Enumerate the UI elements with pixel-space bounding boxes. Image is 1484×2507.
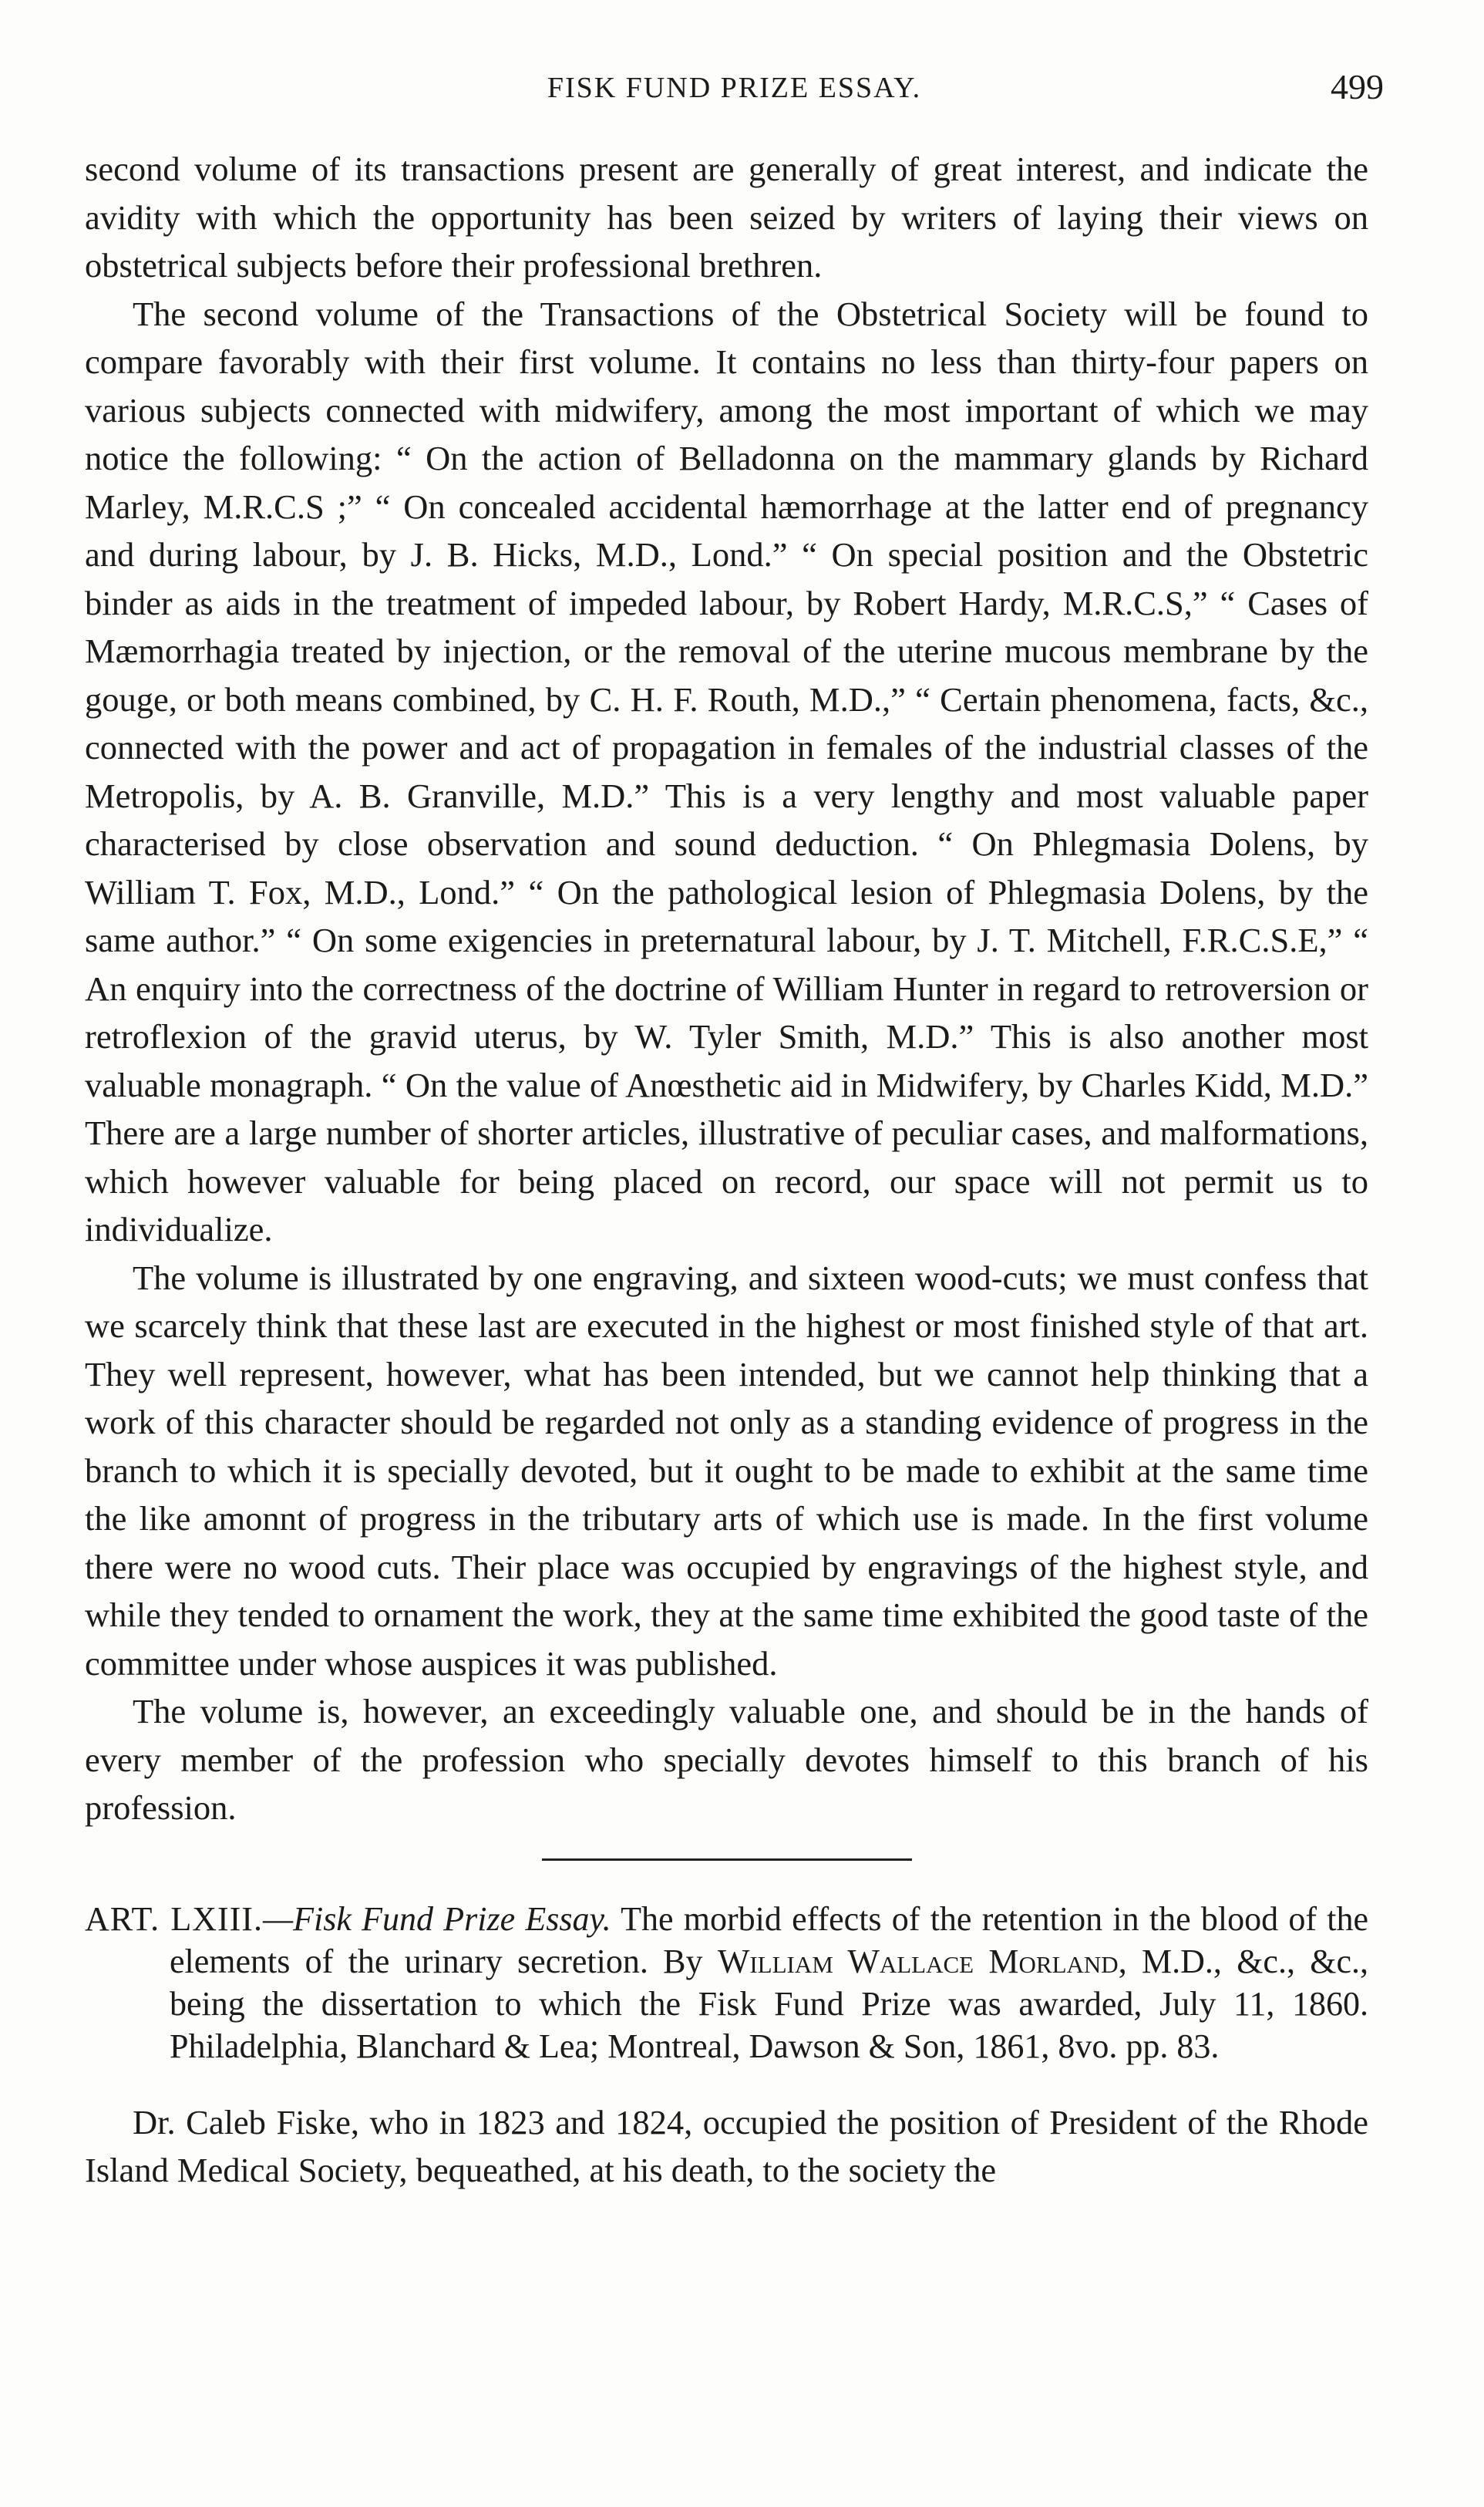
paragraph-transactions-review: The second volume of the Transactions of the Obstetrical Society will be found to compare favorably with their first volume. It contains no less than thirty-four papers on various subjects connected with midwifery, among the most important of which we may notice the following: “ On the action of Belladonna on the mammary glands by Richard Marley, M.R.C.S ;” “ On concealed accidental hæmorrhage at the latter end of pregnancy and during labour, by J. B. Hicks, M.D., Lond.” “ On special position and the Obstetric binder as aids in the treatment of impeded labour, by Robert Hardy, M.R.C.S,” “ Cases of Mæmorrhagia treated by injection, or the removal of the uterine mucous membrane by the gouge, or both means combined, by C. H. F. Routh, M.D.,” “ Certain phenomena, facts, &c., connected with the power and act of propagation in females of the industrial classes of the Metropolis, by A. B. Granville, M.D.” This is a very lengthy and most valuable paper characterised by close observation and sound deduction. “ On Phlegmasia Dolens, by William T. Fox, M.D., Lond.” “ On the pathological lesion of Phlegmasia Dolens, by the same author.” “ On some exigencies in preternatural labour, by J. T. Mitchell, F.R.C.S.E,” “ An enquiry into the correctness of the doctrine of William Hunter in regard to retroversion or retroflexion of the gravid uterus, by W. Tyler Smith, M.D.” This is also another most valuable monagraph. “ On the value of Anœsthetic aid in Midwifery, by Charles Kidd, M.D.” There are a large number of shorter articles, illustrative of peculiar cases, and malformations, which however valuable for being placed on record, our space will not permit us to individualize. (85, 294, 1368, 1248)
article-heading (85, 1898, 1368, 2067)
body-text (85, 145, 1368, 2195)
article-title: —Fisk Fund Prize Essay. (262, 1899, 611, 1938)
article-description: The morbid effects of the retention in the blood of the elements of the urinary secretion. By (170, 1899, 1369, 1980)
paragraph-continued: second volume of its transactions present are generally of great interest, and indicate the avidity with which the opportunity has been seized by writers of laying their views on obstetrical subjects before their professional brethren. (85, 150, 1368, 285)
article-number: ART. LXIII. (85, 1899, 263, 1938)
page-number: 499 (1331, 67, 1384, 106)
paragraph-illustrations: The volume is illustrated by one engraving, and sixteen wood-cuts; we must confess that we scarcely think that these last are executed in the highest or most finished style of that art. They well represent, however, what has been intended, but we cannot help thinking that a work of this character should be regarded not only as a standing evidence of progress in the branch to which it is specially devoted, but it ought to be made to exhibit at the same time the like amonnt of progress in the tributary arts of which use is made. In the first volume there were no wood cuts. Their place was occupied by engravings of the highest style, and while they tended to ornament the work, they at the same time exhibited the good taste of the committee under whose auspices it was published. (85, 1258, 1368, 1683)
paragraph-fiske-intro: Dr. Caleb Fiske, who in 1823 and 1824, occupied the position of President of the Rhode Island Medical Society, bequeathed, at his death, to the society the (85, 2102, 1368, 2189)
section-divider (542, 1858, 912, 1861)
article-author: William Wallace Morland (717, 1942, 1119, 1980)
article-publication: , M.D., &c., &c., being the dissertation to which the Fisk Fund Prize was awarded, July 11, 1860. Philadelphia, Blanchard & Lea; Montreal, Dawson & Son, 1861, 8vo. pp. 83. (170, 1942, 1369, 2065)
page-header (85, 67, 1384, 117)
running-title: FISK FUND PRIZE ESSAY. (547, 72, 922, 104)
paragraph-conclusion: The volume is, however, an exceedingly valuable one, and should be in the hands of every member of the profession who specially devotes himself to this branch of his profession. (85, 1692, 1368, 1827)
